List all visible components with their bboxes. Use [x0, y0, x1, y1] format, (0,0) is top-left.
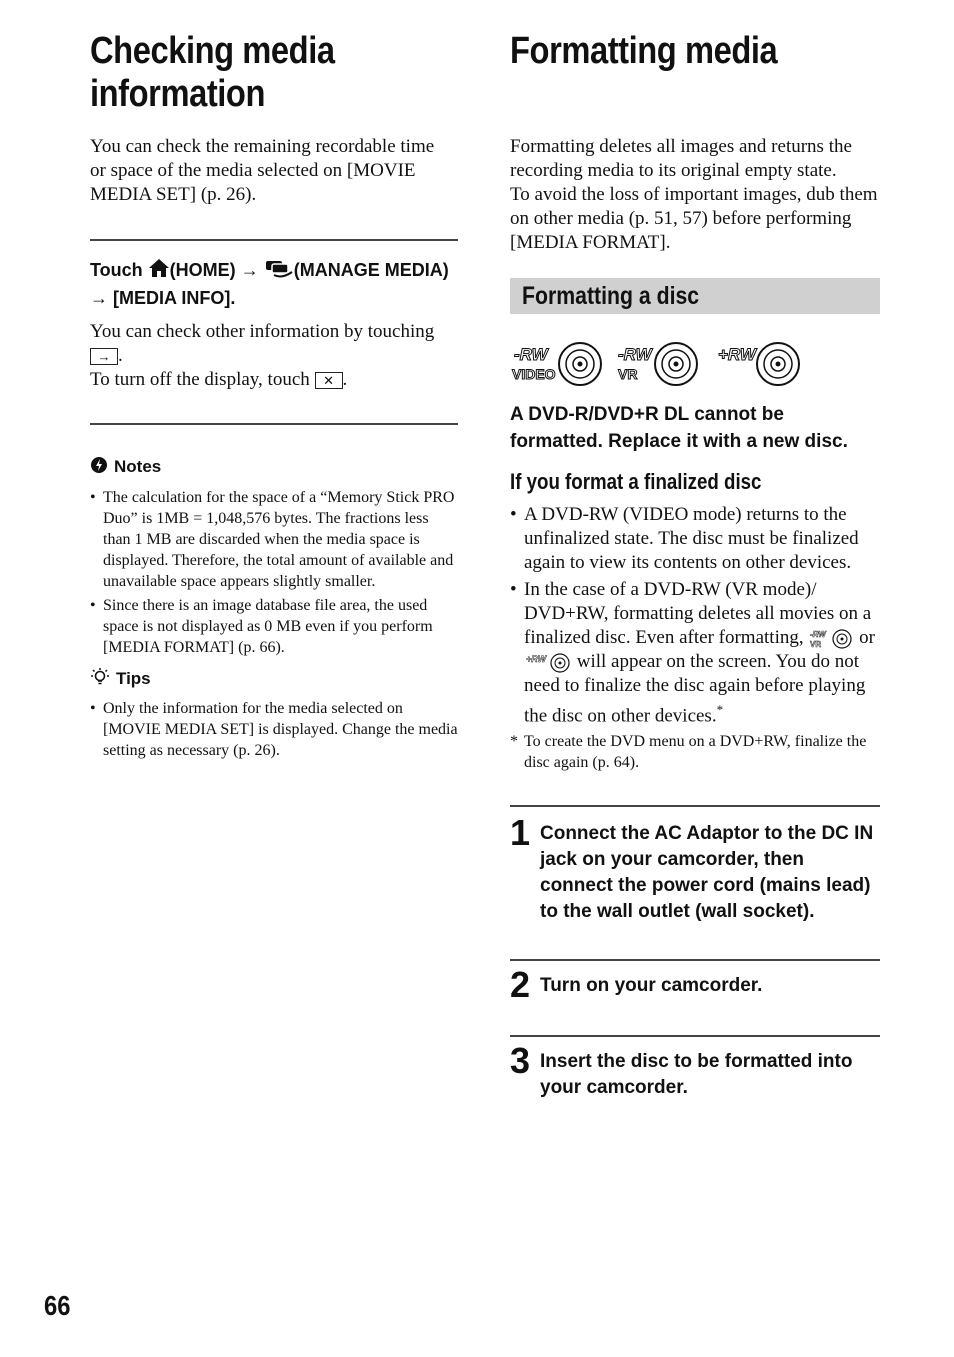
step-3: 3 Insert the disc to be formatted into your camcorder.	[510, 1040, 853, 1099]
divider	[90, 423, 458, 425]
list-item: • The calculation for the space of a “Memory Stick PRO Duo” is 1MB = 1,048,576 bytes. The fractions less than 1 MB are discarded when the media space is displayed. Therefore, the total amount of available and unavailable space appears slightly smaller.	[90, 487, 458, 592]
subheading: If you format a finalized disc	[510, 469, 762, 494]
divider	[510, 1035, 880, 1037]
disc-icon	[510, 340, 604, 388]
left-intro: You can check the remaining recordable time or space of the media selected on [MOVIE MEDIA SET] (p. 26).	[90, 136, 435, 205]
svg-text:-RW: -RW	[810, 629, 827, 639]
list-item: • Only the information for the media selected on [MOVIE MEDIA SET] is displayed. Change the media setting as necessary (p. 26).	[90, 698, 458, 761]
divider	[510, 959, 880, 961]
svg-text:-RW: -RW	[618, 345, 652, 364]
svg-text:VIDEO: VIDEO	[512, 366, 556, 382]
left-column	[90, 30, 458, 761]
disc-icon	[808, 628, 854, 650]
notes-list	[90, 487, 458, 658]
next-arrow-icon: →	[90, 348, 118, 365]
list-item: • In the case of a DVD-RW (VR mode)/ DVD+RW, formatting deletes all movies on a finalized disc. Even after formatting, -RW VR or +RW will appear on the screen. You do not need to finalize the disc again before playing the disc on other devices.*	[510, 578, 880, 728]
step-2: 2 Turn on your camcorder.	[510, 964, 763, 1006]
home-icon	[148, 258, 170, 285]
tips-list	[90, 698, 458, 761]
footnote: * To create the DVD menu on a DVD+RW, finalize the disc again (p. 64).	[510, 733, 867, 772]
instruction: Touch (HOME) → (MANAGE MEDIA) → [MEDIA INFO].	[90, 257, 458, 311]
divider	[510, 805, 880, 807]
svg-text:-RW: -RW	[514, 345, 548, 364]
other-info: You can check other information by touching → . To turn off the display, touch ✕ .	[90, 320, 435, 390]
notes-heading: Notes	[90, 456, 458, 479]
disc-icons	[510, 340, 880, 388]
manage-media-icon	[264, 258, 294, 285]
page-title-right: Formatting media	[510, 30, 778, 72]
step-1: 1 Connect the AC Adaptor to the DC IN jack on your camcorder, then connect the power cord (mains lead) to the wall outlet (wall socket).	[510, 812, 874, 923]
svg-text:+RW: +RW	[526, 653, 547, 664]
tips-heading: Tips	[90, 667, 458, 692]
svg-text:VR: VR	[810, 639, 822, 649]
tips-lightbulb-icon	[90, 667, 110, 692]
list-item: • Since there is an image database file area, the used space is not displayed as 0 MB even if you perform [MEDIA FORMAT] (p. 66).	[90, 595, 458, 658]
divider	[90, 239, 458, 241]
close-x-icon: ✕	[315, 372, 343, 389]
svg-text:+RW: +RW	[718, 345, 756, 364]
right-column	[510, 30, 880, 1101]
right-intro: Formatting deletes all images and returns the recording media to its original empty state. To avoid the loss of important images, dub them on other media (p. 51, 57) before performing [MEDIA FORMAT].	[510, 136, 878, 253]
format-bullets	[510, 503, 880, 728]
svg-text:VR: VR	[618, 366, 638, 382]
section-band: Formatting a disc	[510, 278, 880, 314]
page-title-left: Checking media information	[90, 30, 335, 115]
notes-icon	[90, 456, 108, 479]
warning: A DVD-R/DVD+R DL cannot be formatted. Replace it with a new disc.	[510, 404, 848, 452]
page-number: 66	[44, 1290, 71, 1321]
disc-icon	[614, 340, 702, 388]
list-item: • A DVD-RW (VIDEO mode) returns to the unfinalized state. The disc must be finalized again to view its contents on other devices.	[510, 503, 880, 575]
disc-icon	[712, 340, 802, 388]
disc-icon	[524, 652, 572, 674]
